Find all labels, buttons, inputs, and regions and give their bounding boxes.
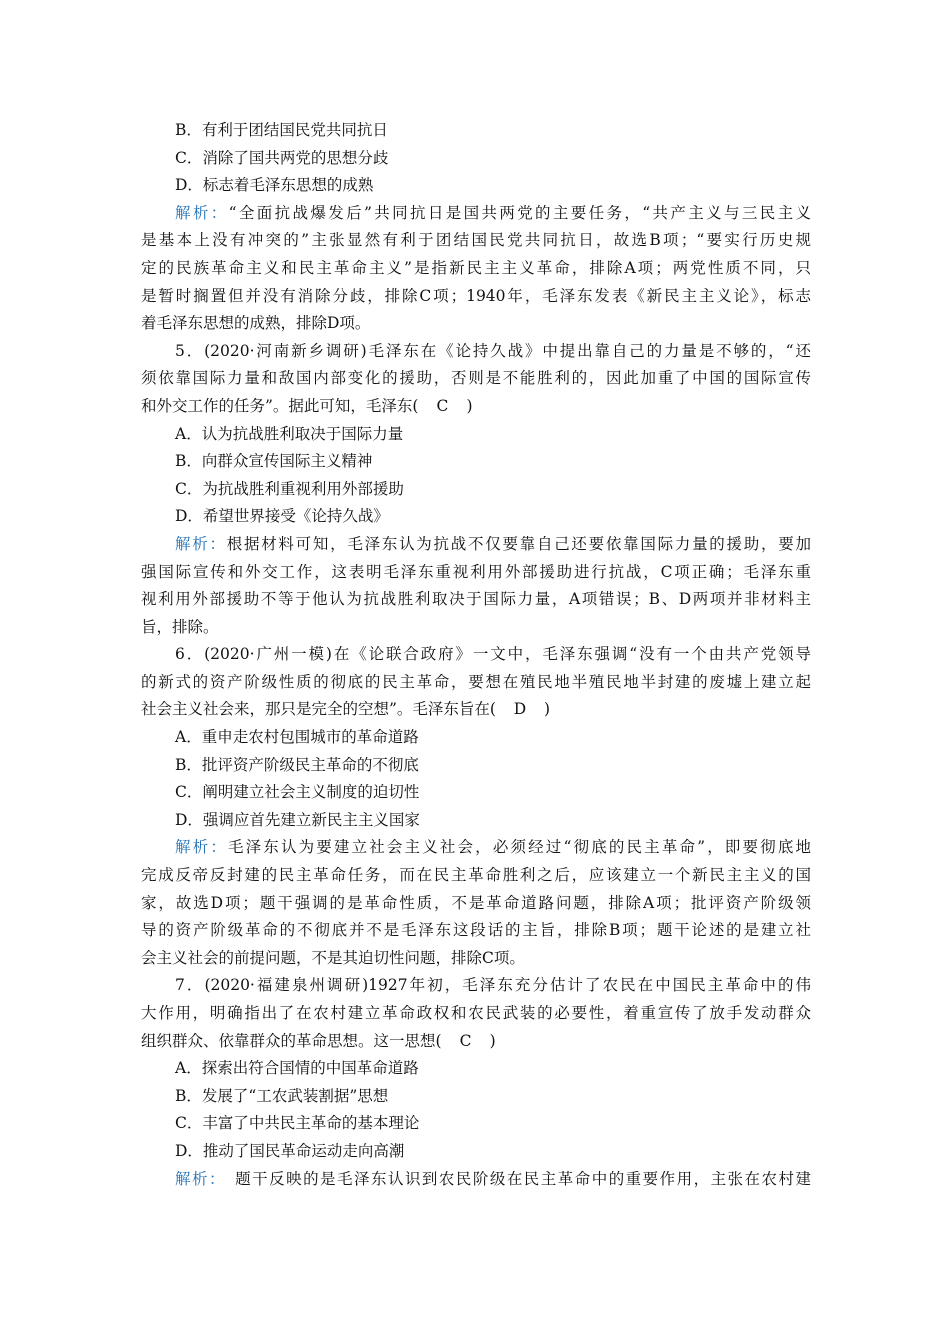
analysis-line: 定的民族革命主义和民主革命主义”是指新民主主义革命，排除A项；两党性质不同，只 <box>141 258 811 277</box>
option-d: D．标志着毛泽东思想的成熟 <box>175 176 374 195</box>
analysis-line: 强国际宣传和外交工作，这表明毛泽东重视利用外部援助进行抗战，C项正确；毛泽东重 <box>141 562 811 581</box>
option-d: D．希望世界接受《论持久战》 <box>175 507 389 526</box>
stem-text: 和外交工作的任务”。据此可知，毛泽东( <box>141 396 419 415</box>
analysis-label: 解析： <box>175 1169 219 1188</box>
stem-close: ) <box>466 396 473 415</box>
question-5 <box>141 338 811 642</box>
analysis-text: “全面抗战爆发后”共同抗日是国共两党的主要任务，“共产主义与三民主义 <box>228 203 811 222</box>
question-stem: 6．(2020·广州一模)在《论联合政府》一文中，毛泽东强调“没有一个由共产党领导 <box>175 645 811 664</box>
question-6 <box>141 641 811 972</box>
question-stem <box>141 393 811 421</box>
answer-letter: C <box>459 1031 472 1050</box>
option-b: B．发展了“工农武装割据”思想 <box>175 1086 389 1105</box>
analysis-line: 家，故选D项；题干强调的是革命性质，不是革命道路问题，排除A项；批评资产阶级领 <box>141 893 811 912</box>
analysis-line: 会主义社会的前提问题，不是其迫切性问题，排除C项。 <box>141 948 525 967</box>
option-a: A．重申走农村包围城市的革命道路 <box>175 728 419 747</box>
analysis-text: 题干反映的是毛泽东认识到农民阶级在民主革命中的重要作用，主张在农村建 <box>218 1169 811 1188</box>
option-c: C．阐明建立社会主义制度的迫切性 <box>175 783 420 802</box>
analysis-line: 着毛泽东思想的成熟，排除D项。 <box>141 314 371 333</box>
analysis-line <box>141 531 811 559</box>
analysis-label: 解析： <box>175 838 228 857</box>
option-b: B．批评资产阶级民主革命的不彻底 <box>175 755 419 774</box>
stem-close: ) <box>489 1031 496 1050</box>
question-stem: 须依靠国际力量和敌国内部变化的援助，否则是不能胜利的，因此加重了中国的国际宣传 <box>141 369 811 388</box>
document-body <box>141 117 811 1193</box>
answer-letter: C <box>436 396 449 415</box>
question-stem <box>141 696 811 724</box>
analysis-text: 毛泽东认为要建立社会主义社会，必须经过“彻底的民主革命”，即要彻底地 <box>227 838 811 857</box>
stem-text: 社会主义社会来，那只是完全的空想”。毛泽东旨在( <box>141 700 496 719</box>
stem-close: ) <box>543 700 551 719</box>
analysis-line <box>141 1166 811 1194</box>
question-4 <box>141 117 811 338</box>
analysis-line: 旨，排除。 <box>141 617 219 636</box>
question-stem: 大作用，明确指出了在农村建立革命政权和农民武装的必要性，着重宣传了放手发动群众 <box>141 1004 811 1022</box>
option-d: D．推动了国民革命运动走向高潮 <box>175 1141 405 1160</box>
analysis-line: 导的资产阶级革命的不彻底并不是毛泽东这段话的主旨，排除B项；题干论述的是建立社 <box>141 921 811 940</box>
analysis-text: 根据材料可知，毛泽东认为抗战不仅要靠自己还要依靠国际力量的援助，要加 <box>226 534 811 553</box>
analysis-line <box>141 834 811 862</box>
analysis-label: 解析： <box>175 534 227 553</box>
option-d: D．强调应首先建立新民主主义国家 <box>175 810 420 829</box>
analysis-line: 视利用外部援助不等于他认为抗战胜利取决于国际力量，A项错误；B、D两项并非材料主 <box>141 590 811 609</box>
question-stem <box>141 1028 811 1056</box>
analysis-line: 是暂时搁置但并没有消除分歧，排除C项；1940年，毛泽东发表《新民主主义论》，标志 <box>141 286 811 305</box>
question-7 <box>141 972 811 1193</box>
analysis-label: 解析： <box>175 203 229 222</box>
option-b: B．有利于团结国民党共同抗日 <box>175 121 388 139</box>
analysis-line <box>141 200 811 228</box>
answer-letter: D <box>513 700 527 719</box>
analysis-line: 是基本上没有冲突的”主张显然有利于团结国民党共同抗日，故选B项；“要实行历史规 <box>141 231 811 250</box>
stem-text: 组织群众、依靠群众的革命思想。这一思想( <box>141 1031 442 1050</box>
option-a: A．探索出符合国情的中国革命道路 <box>175 1059 419 1078</box>
question-stem: 5．(2020·河南新乡调研)毛泽东在《论持久战》中提出靠自己的力量是不够的，“还 <box>175 341 811 360</box>
option-c: C．消除了国共两党的思想分歧 <box>175 148 389 167</box>
option-a: A．认为抗战胜利取决于国际力量 <box>175 424 404 443</box>
analysis-line: 完成反帝反封建的民主革命任务，而在民主革命胜利之后，应该建立一个新民主主义的国 <box>141 866 811 885</box>
option-c: C．为抗战胜利重视利用外部援助 <box>175 479 404 498</box>
option-b: B．向群众宣传国际主义精神 <box>175 452 373 471</box>
question-stem: 的新式的资产阶级性质的彻底的民主革命，要想在殖民地半殖民地半封建的废墟上建立起 <box>141 672 811 691</box>
option-c: C．丰富了中共民主革命的基本理论 <box>175 1114 420 1133</box>
question-stem: 7．(2020·福建泉州调研)1927年初，毛泽东充分估计了农民在中国民主革命中的伟 <box>175 976 811 995</box>
